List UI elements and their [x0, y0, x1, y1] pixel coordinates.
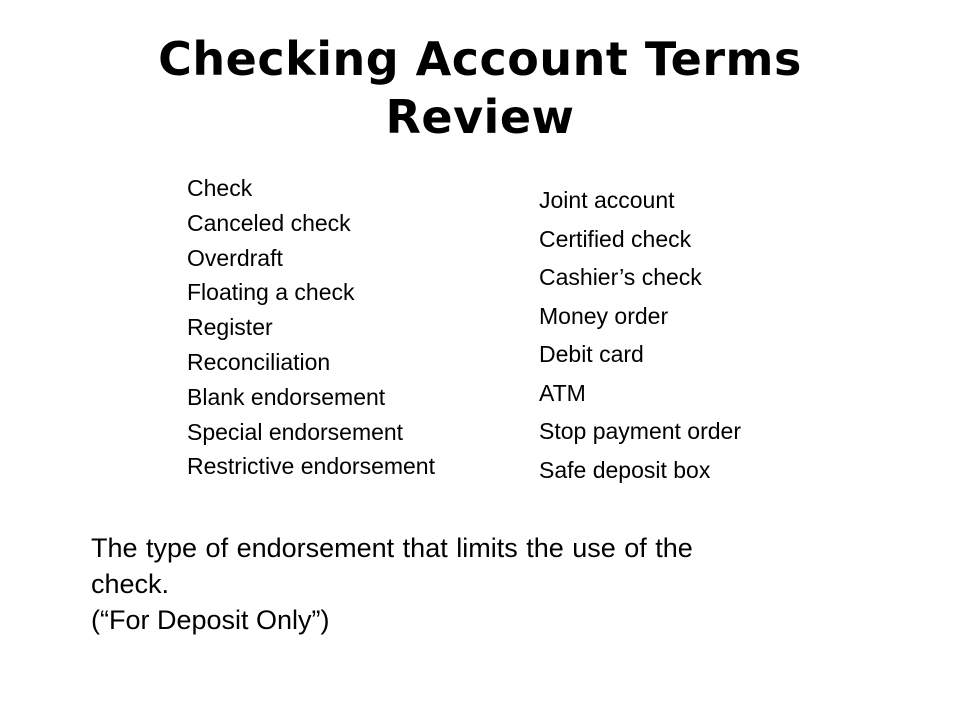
term-item: Overdraft: [187, 244, 283, 271]
definition-line-2: check.: [91, 569, 170, 599]
term-item: Register: [187, 314, 273, 341]
term-item: Certified check: [539, 225, 692, 252]
terms-right-list: [539, 181, 741, 489]
term-item: Joint account: [539, 187, 675, 213]
term-item: Check: [187, 175, 253, 201]
slide-title-line-1: Checking Account Terms: [158, 32, 802, 86]
definition-example: (“For Deposit Only”): [91, 605, 330, 635]
term-item: Money order: [539, 302, 669, 329]
definition-line-1: The type of endorsement that limits the use of the: [91, 533, 693, 563]
term-item: Floating a check: [187, 279, 355, 306]
term-item: Special endorsement: [187, 418, 404, 445]
term-item: Reconciliation: [187, 348, 331, 375]
term-item: Debit card: [539, 341, 644, 367]
slide-title-line-2: Review: [385, 90, 575, 144]
slide-title: [0, 30, 960, 146]
term-item: Blank endorsement: [187, 383, 386, 410]
term-item: Canceled check: [187, 209, 351, 236]
term-item: ATM: [539, 379, 586, 406]
term-item: Cashier’s check: [539, 264, 702, 290]
term-item: Safe deposit box: [539, 456, 711, 483]
terms-left-list: [187, 171, 435, 484]
term-item: Restrictive endorsement: [187, 453, 435, 480]
term-item: Stop payment order: [539, 418, 742, 444]
definition-text: [91, 530, 831, 638]
